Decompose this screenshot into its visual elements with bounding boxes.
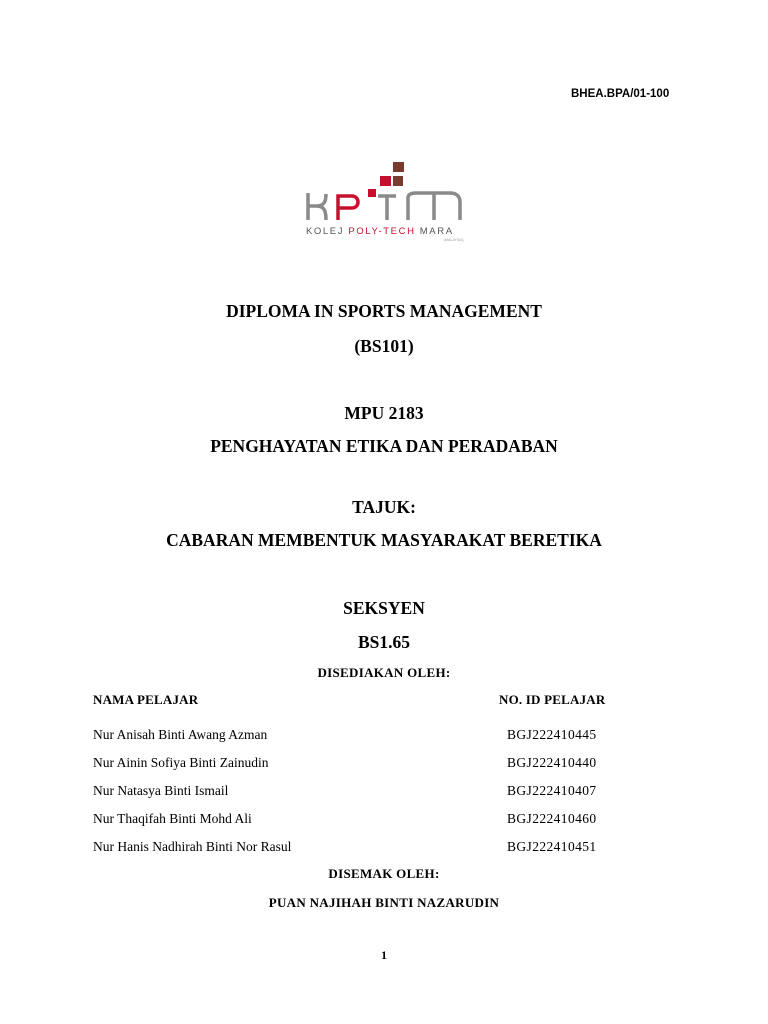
- student-name: Nur Ainin Sofiya Binti Zainudin: [93, 755, 269, 770]
- section-value: BS1.65: [357, 632, 411, 652]
- student-id: BGJ222410451: [507, 839, 597, 854]
- student-id: BGJ222410445: [507, 727, 597, 742]
- logo-tagline: KOLEJ POLY-TECH MARA: [306, 226, 454, 237]
- topic-title: CABARAN MEMBENTUK MASYARAKAT BERETIKA: [166, 530, 602, 550]
- student-row: [0, 811, 768, 831]
- student-id: BGJ222410407: [507, 783, 597, 798]
- student-row: [0, 727, 768, 747]
- prepared-by-label: DISEDIAKAN OLEH:: [317, 665, 451, 680]
- program-code: (BS101): [354, 336, 414, 356]
- student-name-header: NAMA PELAJAR: [93, 692, 199, 707]
- student-name: Nur Thaqifah Binti Mohd Ali: [93, 811, 252, 826]
- checked-by-label: DISEMAK OLEH:: [328, 866, 440, 881]
- course-name: PENGHAYATAN ETIKA DAN PERADABAN: [210, 436, 558, 456]
- student-row: [0, 839, 768, 859]
- student-id: BGJ222410460: [507, 811, 597, 826]
- section-label: SEKSYEN: [343, 598, 425, 618]
- student-name: Nur Hanis Nadhirah Binti Nor Rasul: [93, 839, 292, 854]
- kptm-logo: [304, 158, 466, 258]
- course-code: MPU 2183: [344, 403, 424, 423]
- student-row: [0, 755, 768, 775]
- page-number: 1: [381, 948, 387, 962]
- student-row: [0, 783, 768, 803]
- program-title: DIPLOMA IN SPORTS MANAGEMENT: [226, 301, 542, 321]
- student-id: BGJ222410440: [507, 755, 597, 770]
- logo-subtext: (MALAYSIA): [444, 238, 464, 242]
- student-name: Nur Natasya Binti Ismail: [93, 783, 229, 798]
- student-name: Nur Anisah Binti Awang Azman: [93, 727, 268, 742]
- student-id-header: NO. ID PELAJAR: [499, 692, 606, 707]
- topic-label: TAJUK:: [352, 497, 416, 517]
- lecturer-name: PUAN NAJIHAH BINTI NAZARUDIN: [268, 895, 500, 910]
- document-code: BHEA.BPA/01-100: [571, 88, 670, 100]
